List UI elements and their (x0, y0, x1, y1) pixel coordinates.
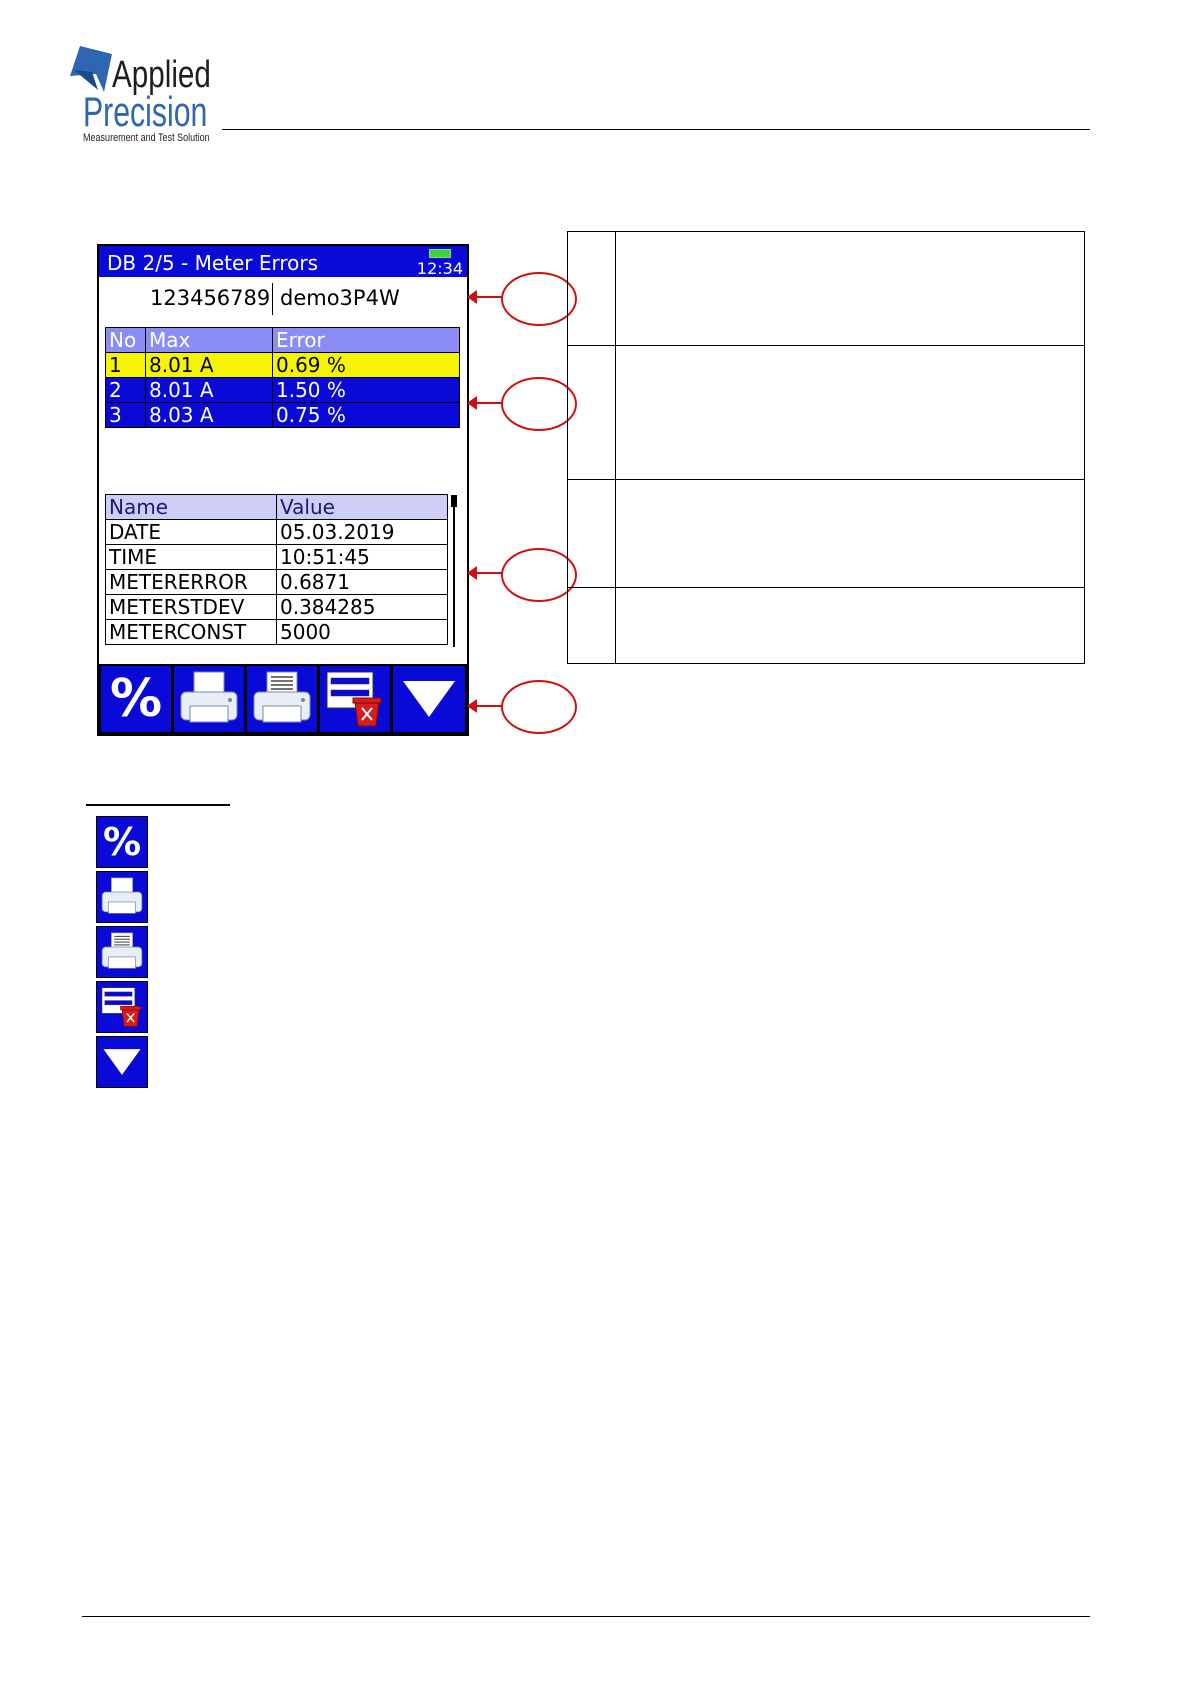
table-row[interactable] (106, 353, 460, 378)
description-number-cell (568, 232, 616, 346)
cell-name: DATE (106, 520, 277, 545)
table-row[interactable] (106, 378, 460, 403)
header-max: Max (146, 328, 273, 353)
description-number-cell (568, 480, 616, 588)
table-row[interactable] (106, 545, 448, 570)
description-number-cell (568, 346, 616, 480)
printer-icon (100, 876, 144, 918)
cell-no: 3 (106, 403, 146, 428)
table-row[interactable] (106, 620, 448, 645)
annotation-arrow (469, 402, 503, 404)
value-table-scrollbar[interactable] (453, 495, 455, 647)
screen-title: DB 2/5 - Meter Errors (107, 251, 319, 275)
table-row[interactable] (106, 403, 460, 428)
cell-value: 0.6871 (277, 570, 448, 595)
table-row[interactable] (106, 570, 448, 595)
applied-precision-logo (70, 46, 220, 146)
printer-icon (178, 670, 240, 728)
battery-icon (429, 249, 451, 258)
printer-document-icon (251, 670, 313, 728)
legend-printer-document-icon (96, 926, 148, 978)
cell-error: 0.75 % (273, 403, 460, 428)
cell-error: 1.50 % (273, 378, 460, 403)
delete-record-icon (323, 668, 387, 730)
cell-value: 5000 (277, 620, 448, 645)
clock: 12:34 (416, 259, 463, 278)
softkey-bar (99, 664, 467, 734)
cell-error: 0.69 % (273, 353, 460, 378)
cell-value: 0.384285 (277, 595, 448, 620)
cell-max: 8.03 A (146, 403, 273, 428)
annotation-arrow (469, 296, 503, 298)
scrollbar-thumb[interactable] (451, 495, 457, 507)
logo-word-applied: Applied (112, 54, 211, 96)
cell-name: METERCONST (106, 620, 277, 645)
footer-rule (82, 1616, 1090, 1617)
description-text-cell (616, 480, 1085, 588)
percent-icon: % (109, 669, 163, 729)
logo-word-precision: Precision (83, 88, 208, 135)
meter-id-row (99, 280, 467, 316)
description-row (568, 480, 1085, 588)
description-text-cell (616, 232, 1085, 346)
header-no: No (106, 328, 146, 353)
annotation-arrow (469, 572, 503, 574)
table-row[interactable] (106, 520, 448, 545)
description-text-cell (616, 588, 1085, 664)
print-button[interactable] (174, 666, 244, 732)
cell-name: METERERROR (106, 570, 277, 595)
cell-no: 1 (106, 353, 146, 378)
triangle-down-icon (401, 677, 457, 721)
legend-triangle-down-icon (96, 1036, 148, 1088)
value-table-header (106, 495, 448, 520)
error-table-header (106, 328, 460, 353)
description-row (568, 346, 1085, 480)
delete-record-icon (99, 984, 145, 1030)
printer-document-icon (100, 931, 144, 973)
cell-name: METERSTDEV (106, 595, 277, 620)
cell-name: TIME (106, 545, 277, 570)
percent-icon: % (102, 820, 142, 864)
triangle-down-icon (102, 1046, 142, 1078)
annotation-circle (501, 272, 577, 326)
description-row (568, 588, 1085, 664)
legend-delete-record-icon (96, 981, 148, 1033)
header-rule (222, 129, 1090, 130)
id-divider (272, 283, 273, 315)
cell-max: 8.01 A (146, 353, 273, 378)
cell-max: 8.01 A (146, 378, 273, 403)
annotation-circle (501, 548, 577, 602)
delete-record-button[interactable] (320, 666, 390, 732)
legend-printer-icon (96, 871, 148, 923)
legend-rule (86, 804, 230, 806)
header-error: Error (273, 328, 460, 353)
annotation-circle (501, 377, 577, 431)
cell-value: 10:51:45 (277, 545, 448, 570)
description-row (568, 232, 1085, 346)
header-value: Value (277, 495, 448, 520)
annotation-circle (501, 680, 577, 734)
error-table (105, 327, 460, 428)
description-number-cell (568, 588, 616, 664)
print-all-button[interactable] (247, 666, 317, 732)
scroll-down-button[interactable] (393, 666, 465, 732)
cell-value: 05.03.2019 (277, 520, 448, 545)
annotation-arrow (469, 705, 503, 707)
value-table (105, 494, 448, 645)
meter-profile: demo3P4W (280, 286, 400, 310)
device-screen (97, 244, 469, 736)
percent-button[interactable] (101, 666, 171, 732)
logo-tagline: Measurement and Test Solution (83, 132, 210, 144)
table-row[interactable] (106, 595, 448, 620)
header-name: Name (106, 495, 277, 520)
cell-no: 2 (106, 378, 146, 403)
description-table (567, 231, 1085, 664)
description-text-cell (616, 346, 1085, 480)
legend-percent-icon (96, 816, 148, 868)
screen-titlebar (99, 246, 467, 277)
meter-serial: 123456789 (150, 286, 271, 310)
